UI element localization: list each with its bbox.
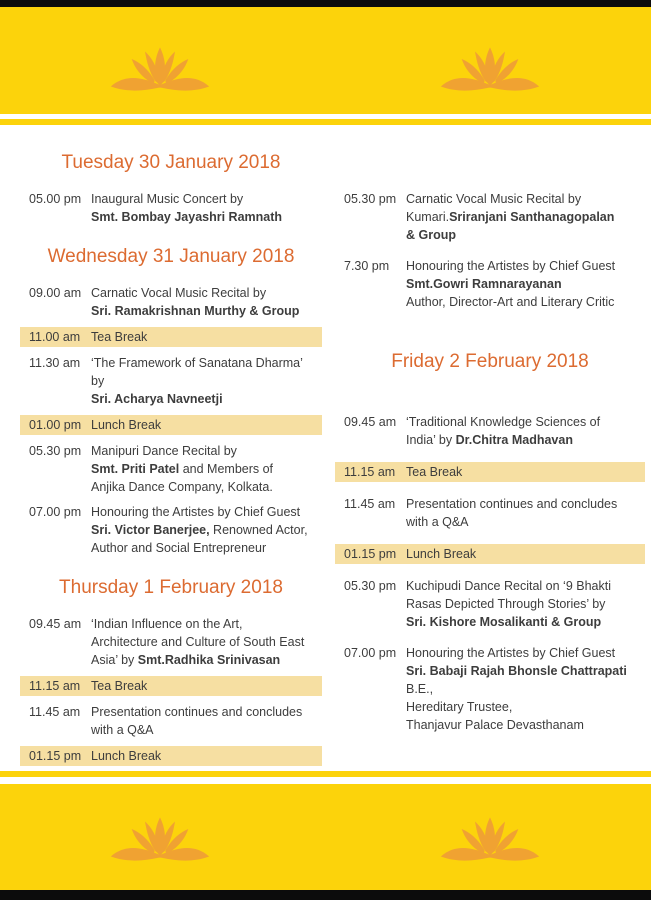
bottom-yellow-band <box>0 784 651 890</box>
event-description-line <box>406 413 641 431</box>
event-time: 09.45 am <box>344 415 397 429</box>
event-description <box>406 257 641 311</box>
event-time: 05.30 pm <box>344 579 397 593</box>
event-text: Anjika Dance Company, Kolkata. <box>91 480 273 494</box>
bottom-divider-line <box>0 771 651 777</box>
event-description-line <box>91 442 318 460</box>
bottom-black-bar <box>0 890 651 900</box>
event-description <box>406 190 641 244</box>
day-heading: Tuesday 30 January 2018 <box>61 152 281 173</box>
top-black-bar <box>0 0 651 7</box>
event-time: 11.15 am <box>344 465 396 479</box>
event-description-line <box>91 633 318 651</box>
event-row <box>20 354 322 408</box>
event-description-line <box>91 677 318 695</box>
event-description-line <box>91 460 318 478</box>
event-description <box>406 413 641 449</box>
event-time: 11.00 am <box>29 330 81 344</box>
event-text: Honouring the Artistes by Chief Guest <box>91 505 301 519</box>
event-text-bold: & Group <box>406 228 456 242</box>
event-description-line <box>406 577 641 595</box>
event-text: ‘The Framework of Sanatana Dharma’ by <box>91 356 303 388</box>
lotus-icon <box>440 45 540 93</box>
event-time: 01.15 pm <box>344 547 397 561</box>
day-heading: Wednesday 31 January 2018 <box>47 246 295 267</box>
day-section <box>20 152 322 226</box>
event-text: Tea Break <box>91 679 148 693</box>
event-row <box>20 503 322 557</box>
event-text: Author, Director-Art and Literary Critic <box>406 295 615 309</box>
event-text: Rasas Depicted Through Stories’ by <box>406 597 606 611</box>
event-row <box>335 577 645 631</box>
event-description-line <box>91 208 318 226</box>
event-text: Carnatic Vocal Music Recital by <box>91 286 267 300</box>
event-description-line <box>91 284 318 302</box>
event-description-line <box>91 703 318 721</box>
event-description-line <box>406 698 641 716</box>
schedule-content <box>0 125 651 771</box>
event-description-line <box>406 463 641 481</box>
event-description-line <box>91 521 318 539</box>
event-description-line <box>406 662 641 698</box>
event-text: Asia’ by <box>91 653 138 667</box>
day-section <box>335 351 645 734</box>
break-row <box>20 676 322 696</box>
event-text-bold: Sri. Victor Banerjee, <box>91 523 210 537</box>
event-text: Kuchipudi Dance Recital on ‘9 Bhakti <box>406 579 611 593</box>
event-description <box>406 463 641 481</box>
event-description-line <box>91 354 318 390</box>
event-description-line <box>406 513 641 531</box>
event-description-line <box>91 651 318 669</box>
event-description-line <box>406 257 641 275</box>
event-description <box>406 644 641 734</box>
event-row <box>20 190 322 226</box>
event-description-line <box>406 495 641 513</box>
break-row <box>335 544 645 564</box>
event-description-line <box>406 431 641 449</box>
event-description-line <box>406 545 641 563</box>
break-row <box>20 327 322 347</box>
event-row <box>335 257 645 311</box>
break-row <box>20 415 322 435</box>
schedule-column-left <box>20 125 322 773</box>
event-description-line <box>91 416 318 434</box>
event-text-bold: Sri. Ramakrishnan Murthy & Group <box>91 304 300 318</box>
event-text-bold: Smt. Priti Patel <box>91 462 180 476</box>
event-text-bold: Dr.Chitra Madhavan <box>455 433 573 447</box>
event-text: Lunch Break <box>91 749 162 763</box>
event-row <box>20 284 322 320</box>
event-text-bold: Smt.Radhika Srinivasan <box>137 653 281 667</box>
event-text: Carnatic Vocal Music Recital by <box>406 192 582 206</box>
day-section <box>20 577 322 766</box>
event-text: Lunch Break <box>406 547 477 561</box>
event-time: 05.30 pm <box>29 444 82 458</box>
event-text: Hereditary Trustee, <box>406 700 513 714</box>
event-description-line <box>91 390 318 408</box>
event-description-line <box>406 716 641 734</box>
event-text: Thanjavur Palace Devasthanam <box>406 718 584 732</box>
event-time: 11.45 am <box>344 497 396 511</box>
event-description <box>91 354 318 408</box>
event-description <box>91 442 318 496</box>
event-text: ‘Traditional Knowledge Sciences of <box>406 415 601 429</box>
event-text-bold: Sriranjani Santhanagopalan <box>449 210 615 224</box>
top-yellow-band <box>0 7 651 114</box>
event-description-line <box>91 503 318 521</box>
event-row <box>335 190 645 244</box>
event-description-line <box>406 275 641 293</box>
event-description <box>91 615 318 669</box>
event-description-line <box>91 539 318 557</box>
event-text: Manipuri Dance Recital by <box>91 444 237 458</box>
event-text: Author and Social Entrepreneur <box>91 541 267 555</box>
event-time: 7.30 pm <box>344 259 390 273</box>
schedule-column-right <box>335 125 645 747</box>
event-text: Architecture and Culture of South East <box>91 635 305 649</box>
event-description <box>91 284 318 320</box>
event-description <box>91 416 318 434</box>
event-description-line <box>406 190 641 208</box>
event-text: Tea Break <box>91 330 148 344</box>
event-text: ‘Indian Influence on the Art, <box>91 617 243 631</box>
event-description <box>91 703 318 739</box>
event-description <box>91 747 318 765</box>
event-text: Kumari. <box>406 210 450 224</box>
event-description-line <box>91 478 318 496</box>
break-row <box>335 462 645 482</box>
event-time: 09.45 am <box>29 617 82 631</box>
lotus-icon <box>110 815 210 863</box>
event-row <box>20 442 322 496</box>
event-description-line <box>406 226 641 244</box>
event-row <box>335 644 645 734</box>
event-row <box>20 615 322 669</box>
event-description-line <box>91 721 318 739</box>
event-text: Presentation continues and concludes <box>406 497 618 511</box>
event-text: Honouring the Artistes by Chief Guest <box>406 259 616 273</box>
event-time: 01.00 pm <box>29 418 82 432</box>
event-time: 07.00 pm <box>29 505 82 519</box>
event-text-bold: Sri. Acharya Navneetji <box>91 392 223 406</box>
event-text: Presentation continues and concludes <box>91 705 303 719</box>
lotus-icon <box>110 45 210 93</box>
event-text-bold: Sri. Kishore Mosalikanti & Group <box>406 615 602 629</box>
event-text: Renowned Actor, <box>209 523 308 537</box>
day-heading: Friday 2 February 2018 <box>391 351 589 372</box>
event-text: with a Q&A <box>91 723 154 737</box>
event-description <box>91 328 318 346</box>
event-description <box>406 545 641 563</box>
break-row <box>20 746 322 766</box>
event-time: 11.30 am <box>29 356 81 370</box>
event-text: India’ by <box>406 433 456 447</box>
event-description-line <box>406 208 641 226</box>
event-row <box>20 703 322 739</box>
event-description <box>406 495 641 531</box>
event-text: with a Q&A <box>406 515 469 529</box>
event-description <box>91 190 318 226</box>
event-description <box>91 503 318 557</box>
event-text-bold: Sri. Babaji Rajah Bhonsle Chattrapati <box>406 664 627 678</box>
event-time: 05.00 pm <box>29 192 82 206</box>
event-description-line <box>91 190 318 208</box>
event-time: 07.00 pm <box>344 646 397 660</box>
event-description-line <box>406 644 641 662</box>
event-text: Inaugural Music Concert by <box>91 192 244 206</box>
event-time: 05.30 pm <box>344 192 397 206</box>
event-row <box>335 413 645 449</box>
event-description-line <box>406 293 641 311</box>
event-description-line <box>91 747 318 765</box>
event-row <box>335 495 645 531</box>
event-text-bold: Smt.Gowri Ramnarayanan <box>406 277 562 291</box>
event-text: Tea Break <box>406 465 463 479</box>
event-time: 11.45 am <box>29 705 81 719</box>
event-description-line <box>91 302 318 320</box>
event-description <box>406 577 641 631</box>
event-description-line <box>406 613 641 631</box>
day-heading: Thursday 1 February 2018 <box>59 577 283 598</box>
event-time: 11.15 am <box>29 679 81 693</box>
lotus-icon <box>440 815 540 863</box>
event-description-line <box>406 595 641 613</box>
day-section <box>20 246 322 557</box>
event-description-line <box>91 615 318 633</box>
event-description <box>91 677 318 695</box>
event-text: and Members of <box>179 462 274 476</box>
event-time: 09.00 am <box>29 286 82 300</box>
event-text: B.E., <box>406 682 434 696</box>
event-text: Lunch Break <box>91 418 162 432</box>
event-text-bold: Smt. Bombay Jayashri Ramnath <box>91 210 283 224</box>
event-description-line <box>91 328 318 346</box>
event-time: 01.15 pm <box>29 749 82 763</box>
day-section <box>335 190 645 311</box>
event-text: Honouring the Artistes by Chief Guest <box>406 646 616 660</box>
